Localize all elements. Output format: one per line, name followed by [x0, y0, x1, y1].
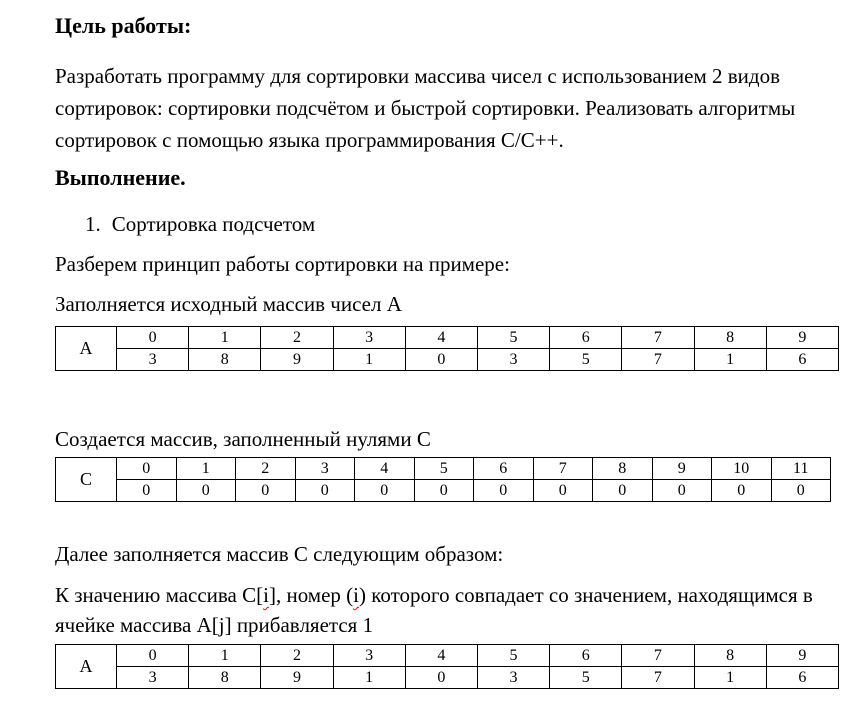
- array-a-table-repeat: [55, 644, 839, 689]
- value-cell: 0: [236, 480, 296, 502]
- value-cell: 9: [261, 667, 333, 689]
- index-cell: 2: [261, 645, 333, 667]
- value-cell: 1: [694, 667, 766, 689]
- array-label-cell: С: [56, 458, 117, 502]
- index-cell: 1: [189, 327, 261, 349]
- spellcheck-i-1: i: [263, 583, 269, 607]
- list-item-number: 1.: [85, 212, 101, 236]
- value-cell: 0: [533, 480, 593, 502]
- value-cell: 0: [295, 480, 355, 502]
- value-cell: 7: [622, 667, 694, 689]
- index-cell: 5: [414, 458, 474, 480]
- value-cell: 5: [550, 349, 622, 371]
- index-cell: 5: [477, 327, 549, 349]
- index-cell: 1: [189, 645, 261, 667]
- value-cell: 6: [766, 667, 838, 689]
- index-cell: 8: [694, 645, 766, 667]
- value-cell: 1: [333, 667, 405, 689]
- next-step-paragraph: Далее заполняется массив C следующим образом:: [55, 542, 504, 566]
- create-array-c-paragraph: Создается массив, заполненный нулями С: [55, 427, 431, 451]
- value-cell: 3: [477, 667, 549, 689]
- ci-paragraph-part1: К значению массива C[: [55, 583, 264, 607]
- index-cell: 2: [236, 458, 296, 480]
- value-cell: 6: [766, 349, 838, 371]
- value-cell: 0: [414, 480, 474, 502]
- index-cell: 3: [333, 327, 405, 349]
- ci-paragraph-part2: ], номер (: [268, 583, 354, 607]
- array-label-cell: А: [56, 327, 117, 371]
- value-cell: 5: [550, 667, 622, 689]
- value-cell: 0: [117, 480, 177, 502]
- value-cell: 0: [405, 349, 477, 371]
- index-cell: 11: [771, 458, 831, 480]
- list-item-label: Сортировка подсчетом: [111, 212, 316, 236]
- value-cell: 8: [189, 349, 261, 371]
- index-cell: 7: [622, 645, 694, 667]
- index-cell: 0: [117, 458, 177, 480]
- index-cell: 4: [355, 458, 415, 480]
- goal-paragraph: Разработать программу для сортировки массива чисел с использованием 2 видов сортировок: сортировки подсчётом и быстрой сортировки. Реализовать алгоритмы сортировок с помощью языка программирования C/C++.: [55, 64, 796, 152]
- ci-increment-paragraph: [55, 580, 855, 640]
- value-cell: 1: [333, 349, 405, 371]
- array-label-cell: А: [56, 645, 117, 689]
- value-cell: 3: [117, 349, 189, 371]
- index-cell: 0: [117, 327, 189, 349]
- index-cell: 4: [405, 645, 477, 667]
- array-c-table: [55, 457, 831, 502]
- ci-paragraph-part3: ) которого совпадает со значением, находящимся в ячейке массива A[j] прибавляется 1: [55, 583, 813, 637]
- value-cell: 0: [176, 480, 236, 502]
- index-cell: 8: [593, 458, 653, 480]
- value-cell: 9: [261, 349, 333, 371]
- list-item-counting-sort: [55, 208, 855, 240]
- value-cell: 0: [593, 480, 653, 502]
- index-cell: 6: [550, 645, 622, 667]
- index-cell: 3: [295, 458, 355, 480]
- value-cell: 1: [694, 349, 766, 371]
- example-intro-paragraph: Разберем принцип работы сортировки на примере:: [55, 252, 510, 276]
- value-cell: 7: [622, 349, 694, 371]
- array-a-table: [55, 326, 839, 371]
- index-cell: 3: [333, 645, 405, 667]
- index-cell: 4: [405, 327, 477, 349]
- fill-array-a-paragraph: Заполняется исходный массив чисел А: [55, 292, 402, 316]
- index-cell: 9: [766, 645, 838, 667]
- index-cell: 5: [477, 645, 549, 667]
- value-cell: 3: [117, 667, 189, 689]
- index-cell: 10: [712, 458, 772, 480]
- index-cell: 7: [622, 327, 694, 349]
- value-cell: 0: [474, 480, 534, 502]
- index-cell: 6: [474, 458, 534, 480]
- goal-heading: Цель работы:: [55, 13, 192, 38]
- spellcheck-i-2: i: [353, 583, 359, 607]
- value-cell: 0: [405, 667, 477, 689]
- value-cell: 0: [652, 480, 712, 502]
- index-cell: 0: [117, 645, 189, 667]
- index-cell: 1: [176, 458, 236, 480]
- index-cell: 9: [766, 327, 838, 349]
- index-cell: 7: [533, 458, 593, 480]
- index-cell: 9: [652, 458, 712, 480]
- value-cell: 3: [477, 349, 549, 371]
- value-cell: 8: [189, 667, 261, 689]
- value-cell: 0: [712, 480, 772, 502]
- value-cell: 0: [771, 480, 831, 502]
- index-cell: 2: [261, 327, 333, 349]
- value-cell: 0: [355, 480, 415, 502]
- index-cell: 6: [550, 327, 622, 349]
- index-cell: 8: [694, 327, 766, 349]
- execution-heading: Выполнение.: [55, 165, 186, 190]
